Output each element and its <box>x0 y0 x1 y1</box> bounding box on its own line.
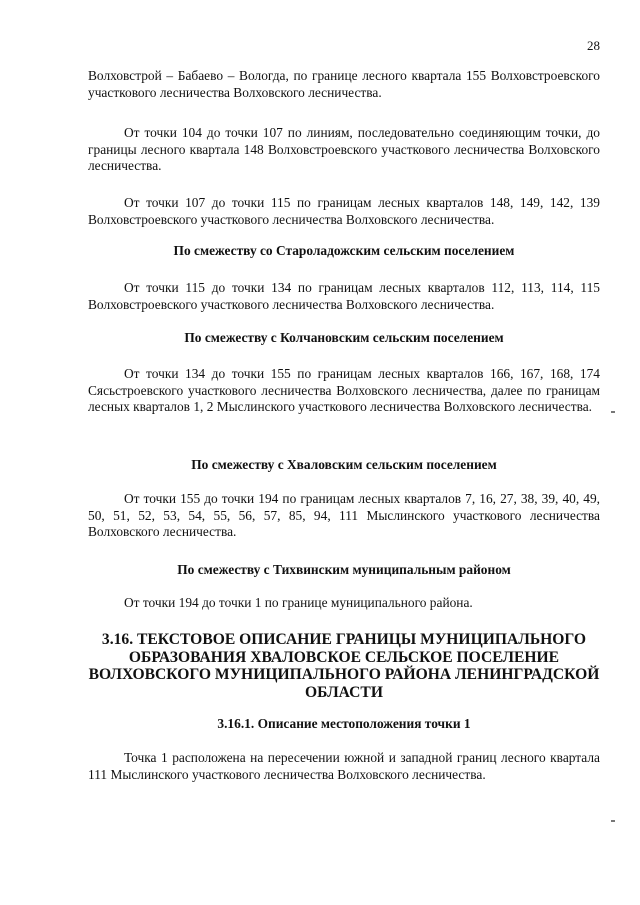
paragraph-points-107-115: От точки 107 до точки 115 по границам лесных кварталов 148, 149, 142, 139 Волховстроевского участкового лесничества Волховского лесничества. <box>88 195 600 227</box>
paragraph-points-134-155: От точки 134 до точки 155 по границам лесных кварталов 166, 167, 168, 174 Сясьстроевского участкового лесничества Волховского лесничества, далее по границам лесных кварталов 1, 2 Мыслинского участкового лесничества Волховского лесничества. <box>88 366 600 414</box>
paragraph-point-1-location: Точка 1 расположена на пересечении южной и западной границ лесного квартала 111 Мыслинского участкового лесничества Волховского лесничества. <box>88 750 600 782</box>
section-title: 3.16. ТЕКСТОВОЕ ОПИСАНИЕ ГРАНИЦЫ МУНИЦИПАЛЬНОГО ОБРАЗОВАНИЯ ХВАЛОВСКОЕ СЕЛЬСКОЕ ПОСЕЛЕНИЕ ВОЛХОВСКОГО МУНИЦИПАЛЬНОГО РАЙОНА ЛЕНИНГРАДСКОЙ ОБЛАСТИ <box>88 631 600 701</box>
paragraph-points-194-1: От точки 194 до точки 1 по границе муниципального района. <box>124 595 473 610</box>
paragraph-points-104-107: От точки 104 до точки 107 по линиям, последовательно соединяющим точки, до границы лесного квартала 148 Волховстроевского участкового лесничества Волховского лесничества. <box>88 125 600 173</box>
paragraph-points-155-194: От точки 155 до точки 194 по границам лесных кварталов 7, 16, 27, 38, 39, 40, 49, 50, 51, 52, 53, 54, 55, 56, 57, 85, 94, 111 Мыслинского участкового лесничества Волховского лесничества. <box>88 491 600 539</box>
subsection-title: 3.16.1. Описание местоположения точки 1 <box>217 716 471 731</box>
scan-artifact <box>611 820 615 822</box>
heading-staroladozhskoe: По смежеству со Староладожским сельским поселением <box>173 243 515 258</box>
heading-kolchanovskoe: По смежеству с Колчановским сельским поселением <box>184 330 504 345</box>
paragraph-continuation: Волховстрой – Бабаево – Вологда, по границе лесного квартала 155 Волховстроевского участкового лесничества Волховского лесничества. <box>88 68 600 100</box>
scan-artifact <box>611 411 615 413</box>
heading-tikhvinsky: По смежеству с Тихвинским муниципальным районом <box>177 562 511 577</box>
paragraph-points-115-134: От точки 115 до точки 134 по границам лесных кварталов 112, 113, 114, 115 Волховстроевского участкового лесничества Волховского лесничества. <box>88 280 600 312</box>
page-number: 28 <box>587 38 600 53</box>
heading-khvalovskoe: По смежеству с Хваловским сельским поселением <box>191 457 497 472</box>
